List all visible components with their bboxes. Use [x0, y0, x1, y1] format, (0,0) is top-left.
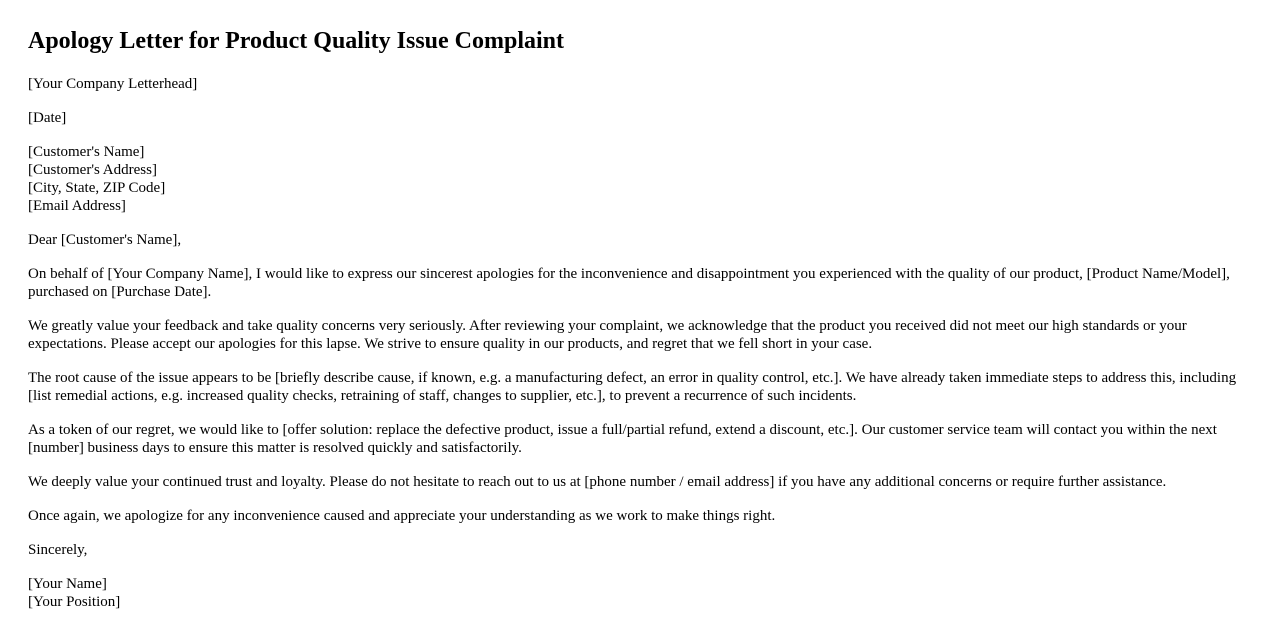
recipient-name: [Customer's Name] — [28, 144, 145, 160]
recipient-email: [Email Address] — [28, 198, 126, 214]
body-paragraph: The root cause of the issue appears to be [briefly describe cause, if known, e.g. a manufacturing defect, an error in quality control, etc.]. We have already taken immediate steps to address this, including [list remedial actions, e.g. increased quality checks, retraining of staff, changes to supplier, etc.], to prevent a recurrence of such incidents. — [28, 370, 1237, 404]
body-paragraph: We deeply value your continued trust and loyalty. Please do not hesitate to reach out to us at [phone number / email address] if you have any additional concerns or require further assistance. — [28, 474, 1167, 490]
letterhead: [Your Company Letterhead] — [28, 76, 198, 92]
letter-document — [28, 27, 1250, 627]
body-paragraph: On behalf of [Your Company Name], I would like to express our sincerest apologies for the inconvenience and disappointment you experienced with the quality of our product, [Product Name/Model], purchased on [Purchase Date]. — [28, 266, 1230, 300]
signature-position: [Your Position] — [28, 594, 121, 610]
signature-block — [28, 575, 1250, 611]
recipient-city-state-zip: [City, State, ZIP Code] — [28, 180, 166, 196]
recipient-address: [Customer's Address] — [28, 162, 157, 178]
salutation: Dear [Customer's Name], — [28, 232, 182, 248]
closing: Sincerely, — [28, 542, 88, 558]
body-paragraph: Once again, we apologize for any inconvenience caused and appreciate your understanding as we work to make things right. — [28, 508, 776, 524]
letter-date: [Date] — [28, 110, 67, 126]
body-paragraph: We greatly value your feedback and take quality concerns very seriously. After reviewing your complaint, we acknowledge that the product you received did not meet our high standards or your expectations. Please accept our apologies for this lapse. We strive to ensure quality in our products, and regret that we fell short in your case. — [28, 318, 1187, 352]
signature-name: [Your Name] — [28, 576, 107, 592]
page-title: Apology Letter for Product Quality Issue Complaint — [28, 28, 565, 54]
body-paragraph: As a token of our regret, we would like to [offer solution: replace the defective product, issue a full/partial refund, extend a discount, etc.]. Our customer service team will contact you within the next [number] business days to ensure this matter is resolved quickly and satisfactorily. — [28, 422, 1217, 456]
recipient-block — [28, 143, 1250, 215]
